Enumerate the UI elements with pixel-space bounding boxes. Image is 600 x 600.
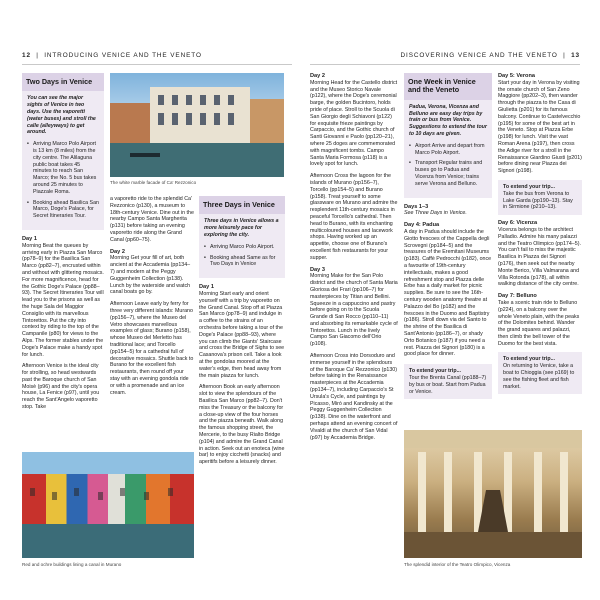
- extend-trip-title: To extend your trip...: [503, 183, 555, 190]
- paragraph-text: Afternoon Book an early afternoon slot to view the splendours of the Basilica San Marco (pp82–7). Don't miss the Treasury or the balcony for a close-up view of the four horses and the piazza beneath. Walk along the famous shopping street, the Mercerie, to the busy Rialto Bridge (p104) and admire the Grand Canal in action. Seek out an enoteca (wine bar) to enjoy cicchetti (snacks) and aperitifs before a leisurely dinner.: [199, 384, 285, 466]
- paragraph-text: Afternoon Cross the lagoon for the islands of Murano (pp156–7), Torcello (pp154–5) and Burano (p158). Treat yourself to some glassware on Murano and admire the resplendent 11th-century mosaics in peaceful Torcello's cathedral. Then head to Burano, with its enchanting multicoloured houses and lacework shops. Having worked up an appetite, choose one of Burano's excellent fish restaurants for your supper.: [310, 173, 398, 261]
- paragraph-text: Morning Start early and orient yourself with a trip by vaporetto on the Grand Canal. Stop off at Piazza San Marco (pp78–9) and indulge in a coffee to the strains of an orchestra before taking a tour of the Doge's Palace (pp88–93), where you can climb the Giants' Staircase and cross the Bridge of Sighs to see Casanova's prison cell. Take a look at the gondolas moored at the water's edge, then head away from the main piazza for lunch.: [199, 290, 285, 379]
- left-column-2: [110, 196, 194, 401]
- paragraph-text: Start your day in Verona by visiting the ornate church of San Zeno Maggiore (pp202–3), then wander through the piazza to the Casa di Giulietta (p201) for its famous balcony. Continue to Castelvecchio (p195) for some of the best art in the Veneto. Stop at Piazza Erbe (p198) for lunch. Visit the vast Roman Arena (p197), then cross the Adige river for a stroll in the Renaissance Giardino Giusti (p201) before dining near Piazza dei Signori (p198).: [498, 79, 582, 175]
- paragraph-text: Take a scenic train ride to Belluno (p224), on a balcony over the whole Veneto plain, with the peaks of the Dolomites behind. Wander the grand squares and palazzi, then climb the bell tower of the Duomo for the best vista.: [498, 299, 580, 347]
- paragraph-text: A day in Padua should include the Giotto frescoes of the Cappella degli Scrovegni (pp184–5) and the treasures of the Eremitani Museums (p183). Caffè Pedrocchi (p182), once a favourite of 19th-century intellectuals, makes a good refreshment stop and Piazza delle Erbe has a daily market for picnic supplies. Be sure to see the 16th-century wooden anatomy theatre at Palazzo del Bo (p182) and the frescoes in the Duomo and Baptistry (p186). Stroll down via del Santo to the shrine of the Basilica di Sant'Antonio (pp186–7), or shady Orto Botanico (p187) if you need a rest. Piazza dei Signori (p180) is a good place for dinner.: [404, 228, 492, 358]
- one-week-bullet: • Airport Arrive and depart from Marco Polo Airport.: [409, 143, 487, 157]
- left-column-1: [22, 73, 104, 416]
- day-heading: Days 1–3: [404, 203, 429, 210]
- three-days-bullet: • Booking ahead Same as for Two Days in Venice: [204, 255, 280, 269]
- paragraph-text: Vicenza belongs to the architect Palladio. Admire his many palazzi and the Teatro Olimpico (pp174–5). You can't fail to miss the majestic Basilica in Piazza dei Signori (p176), then seek out the nearby Monte Berico, Villa Valmarana and Villa Rotonda (p178), all within walking distance of the city centre.: [498, 226, 581, 288]
- extend-trip-box: [498, 180, 582, 215]
- day-heading: Day 4: Padua: [404, 222, 440, 229]
- paragraph: [310, 353, 398, 441]
- ca-rezzonico-caption: The white marble facade of Ca' Rezzonico: [110, 180, 197, 185]
- paragraph-text: Afternoon Leave early by ferry for three very different islands: Murano (pp156–7), where the Museo del Vetro showcases marvellous examples of glass; Burano (p158), whose Museo del Merletto has traditional lace; and Torcello (pp154–5) for a cathedral full of decorative mosaics. Shuttle back to Burano for the excellent fish restaurants, then round off your stay with an evening gondola ride or with a promenade and an ice cream.: [110, 301, 194, 396]
- two-days-bullet: • Arriving Marco Polo Airport is 13 km (8 miles) from the city centre. The Alilaguna public boat takes 45 minutes to reach San Marco; the No. 5 bus takes around 25 minutes to Piazzale Roma.: [27, 141, 99, 195]
- paragraph: [199, 284, 285, 379]
- day-heading: Day 2: [310, 73, 325, 79]
- teatro-olimpico-caption: The splendid interior of the Teatro Olimpico, Vicenza: [404, 562, 511, 567]
- extend-trip-text: Tour the Brenta Canal (pp188–7) by bus or boat. Start from Padua or Venice.: [409, 374, 487, 395]
- extend-trip-title: To extend your trip...: [409, 368, 461, 375]
- right-running-title: DISCOVERING VENICE AND THE VENETO: [400, 52, 558, 59]
- day-heading: Day 6: Vicenza: [498, 220, 538, 227]
- right-folio: 13: [571, 52, 580, 59]
- day-heading: Day 2: [110, 248, 125, 255]
- paragraph-text: Afternoon Venice is the ideal city for strolling, so head westwards past the Baroque church of San Moisè (p96) and the city's opera house, La Fenice (p97), until you reach the Sant'Angelo vaporetto stop. Take: [22, 363, 100, 411]
- ca-rezzonico-illustration: [110, 73, 284, 177]
- paragraph-text: Morning Get your fill of art, both ancient at the Accademia (pp134–7) and modern at the Peggy Guggenheim Collection (p138). Lunch by the waterside and watch canal boats go by.: [110, 255, 191, 296]
- day-heading: Day 1: [199, 284, 214, 291]
- extend-trip-box: [498, 352, 582, 394]
- left-col3-text: [199, 284, 285, 466]
- teatro-olimpico-photo: [404, 430, 582, 558]
- two-days-box: [22, 91, 104, 230]
- paragraph-text: Morning Beat the queues by arriving early in Piazza San Marco (pp78–9) for the Basilica San Marco (pp82–7), encrusted within and without with glittering mosaics. For more magnificence, head for the Gothic Doge's Palace (pp88–93). The Secret Itineraries Tour will lead you to the prisons as well as the huge Sala del Maggior Consiglio with its marvellous Tintorettos. Put the city into context by riding to the top of the Campanile (p80) for views to the Alps. The former stables under the Doge's Palace make a handy spot for lunch.: [22, 242, 104, 358]
- paragraph: [110, 249, 194, 297]
- day-heading: Day 7: Belluno: [498, 293, 537, 300]
- three-days-box-lead: Three days in Venice allows a more leisurely pace for exploring the city.: [204, 218, 279, 238]
- right-column-3: [498, 73, 582, 394]
- three-days-bullet: • Arriving Marco Polo Airport.: [204, 244, 280, 251]
- one-week-bullet: • Transport Regular trains and buses go to Padua and Vicenza from Venice; trains serve Verona and Belluno.: [409, 160, 487, 187]
- extend-trip-title: To extend your trip...: [503, 356, 555, 363]
- paragraph: [498, 73, 582, 175]
- day-heading: Day 3: [310, 266, 325, 273]
- right-column-2: [404, 73, 492, 399]
- one-week-box-lead: Padua, Verona, Vicenza and Belluno are easy day trips by train or bus from Venice. Suggestions to extend the tour to 10 days are given.: [409, 103, 487, 137]
- three-days-box-list: [204, 244, 280, 268]
- day-heading: Day 1: [22, 235, 37, 242]
- ca-rezzonico-photo: [110, 73, 284, 177]
- right-running-head: DISCOVERING VENICE AND THE VENETO | 13: [400, 52, 580, 59]
- paragraph-text: a vaporetto ride to the splendid Ca' Rezzonico (p130), a museum to 18th-century Venice. Dine out in the nearby Campo Santa Margherita (p131) before taking an evening vaporetto ride along the Grand Canal (pp60–75).: [110, 196, 194, 243]
- left-running-title: INTRODUCING VENICE AND THE VENETO: [44, 52, 202, 59]
- extend-trip-text: Take the bus from Verona to Lake Garda (pp190–13). Stay in Sirmione (p210–13).: [503, 190, 573, 211]
- paragraph-text: Afternoon Cross into Dorsoduro and immerse yourself in the splendours of the Baroque Ca' Rezzonico (p130) before taking in the Renaissance masterpieces at the Accademia (pp134–7), including Carpaccio's St Ursula's Cycle, and paintings by Picasso, Miró and Kandinsky at the Peggy Guggenheim Collection (p138). Dine on the waterfront and perhaps attend an evening concert of Vivaldi at the church of San Vidal (p97) by Accademia Bridge.: [310, 353, 398, 441]
- left-head-rule: [22, 64, 292, 65]
- paragraph: [404, 204, 492, 218]
- right-head-rule: [310, 64, 580, 65]
- paragraph: [22, 236, 104, 358]
- paragraph: [404, 222, 492, 358]
- two-days-box-list: [27, 141, 99, 220]
- paragraph: [310, 73, 398, 168]
- paragraph: [310, 173, 398, 261]
- one-week-box-title: One Week in Venice and the Veneto: [404, 73, 492, 100]
- paragraph-text: Morning Head for the Castello district and the Museo Storico Navale (p122), where the Doge's ceremonial barge, the golden Bucintoro, holds pride of place. Stroll to the Scuola di San Giorgio degli Schiavoni (p122) for exquisite frieze paintings by Carpaccio, and the Gothic church of Santi Giovanni e Paolo (pp120–21), where 25 doges are commemorated with magnificent tombs. Campo Santa Maria Formosa (p118) is a lovely spot for lunch.: [310, 79, 398, 168]
- one-week-box-list: [409, 143, 487, 188]
- right-page: [300, 0, 600, 600]
- extend-trip-text: On returning to Venice, take a boat to Chioggia (see p169) to see the fishing fleet and fish market.: [503, 363, 575, 390]
- two-days-box-title: Two Days in Venice: [22, 73, 104, 91]
- paragraph: [498, 293, 582, 347]
- murano-canal-illustration: [22, 452, 194, 558]
- left-column-3: [199, 196, 285, 471]
- teatro-olimpico-illustration: [404, 430, 582, 558]
- paragraph-text: See Three Days in Venice.: [404, 210, 467, 217]
- two-days-box-lead: You can see the major sights of Venice in two days. Use the vaporetti (water buses) and stroll the calle (alleyways) to get around.: [27, 95, 96, 136]
- paragraph: [110, 301, 194, 396]
- left-col1-text: [22, 236, 104, 411]
- two-days-bullet: • Booking ahead Basilica San Marco, Doge's Palace, for Secret Itineraries Tour.: [27, 200, 99, 220]
- murano-canal-photo: [22, 452, 194, 558]
- murano-canal-caption: Red and ochre buildings lining a canal in Murano: [22, 562, 122, 567]
- paragraph: [498, 220, 582, 288]
- paragraph: [22, 363, 104, 411]
- three-days-box: [199, 214, 285, 278]
- day-heading: Day 5: Verona: [498, 73, 535, 79]
- paragraph: [310, 267, 398, 349]
- three-days-box-title: Three Days in Venice: [199, 196, 285, 214]
- extend-trip-box: [404, 364, 492, 399]
- right-column-1: [310, 73, 398, 446]
- paragraph: [110, 196, 194, 244]
- one-week-box: [404, 100, 492, 198]
- paragraph: [199, 384, 285, 466]
- left-folio: 12: [22, 52, 31, 59]
- paragraph-text: Morning Make for the San Polo district and the church of Santa Maria Gloriosa dei Frari (pp106–7) for masterpieces by Titian and Bellini. Squeeze in a cappuccino and pastry before going on to the Scuola Grande di San Rocco (pp110–11) and absorbing its remarkable cycle of Tintorettos. Lunch in the lively Campo San Giacomo dell'Orio (p108).: [310, 273, 398, 348]
- right-col2-text: [404, 204, 492, 359]
- left-running-head: 12 | INTRODUCING VENICE AND THE VENETO: [22, 52, 202, 59]
